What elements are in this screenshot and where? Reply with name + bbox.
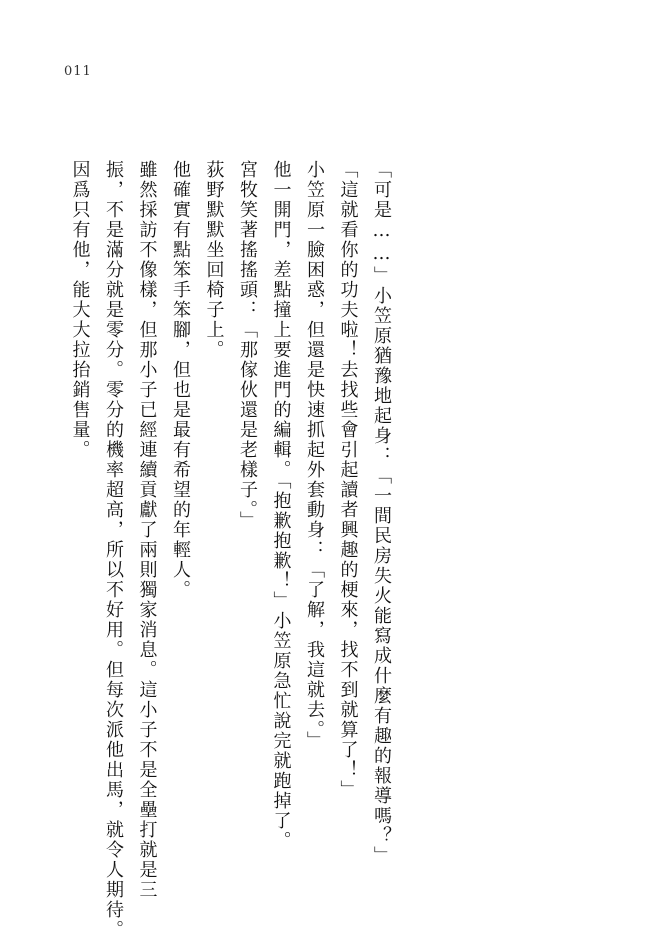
text-column: 他一開門，差點撞上要進門的編輯。「抱歉抱歉！」小笠原急忙說完就跑掉了。	[270, 160, 292, 851]
text-column: 小笠原一臉困惑，但還是快速抓起外套動身：「了解，我這就去。」	[304, 160, 325, 751]
page-number: 011	[64, 64, 92, 79]
text-column: 荻野默默坐回椅子上。	[203, 160, 225, 360]
text-column: 他確實有點笨手笨腳，但也是最有希望的年輕人。	[170, 160, 191, 600]
text-column: 振，不是滿分就是零分。零分的機率超高，所以不好用。但每次派他出馬，就令人期待。	[103, 160, 124, 940]
text-column: 「這就看你的功夫啦！去找些會引起讀者興趣的梗來，找不到就算了！」	[337, 160, 359, 800]
vertical-text-body	[69, 160, 393, 940]
text-column: 因爲只有他，能大大拉抬銷售量。	[69, 160, 91, 460]
text-column: 宮牧笑著搖搖頭：「那傢伙還是老樣子。」	[237, 160, 258, 531]
text-column: 「可是……」小笠原猶豫地起身：「一間民房失火能寫成什麼有趣的報導嗎？」	[371, 160, 392, 866]
text-column: 雖然採訪不像樣，但那小子已經連續貢獻了兩則獨家消息。這小子不是全壘打就是三	[136, 160, 158, 900]
